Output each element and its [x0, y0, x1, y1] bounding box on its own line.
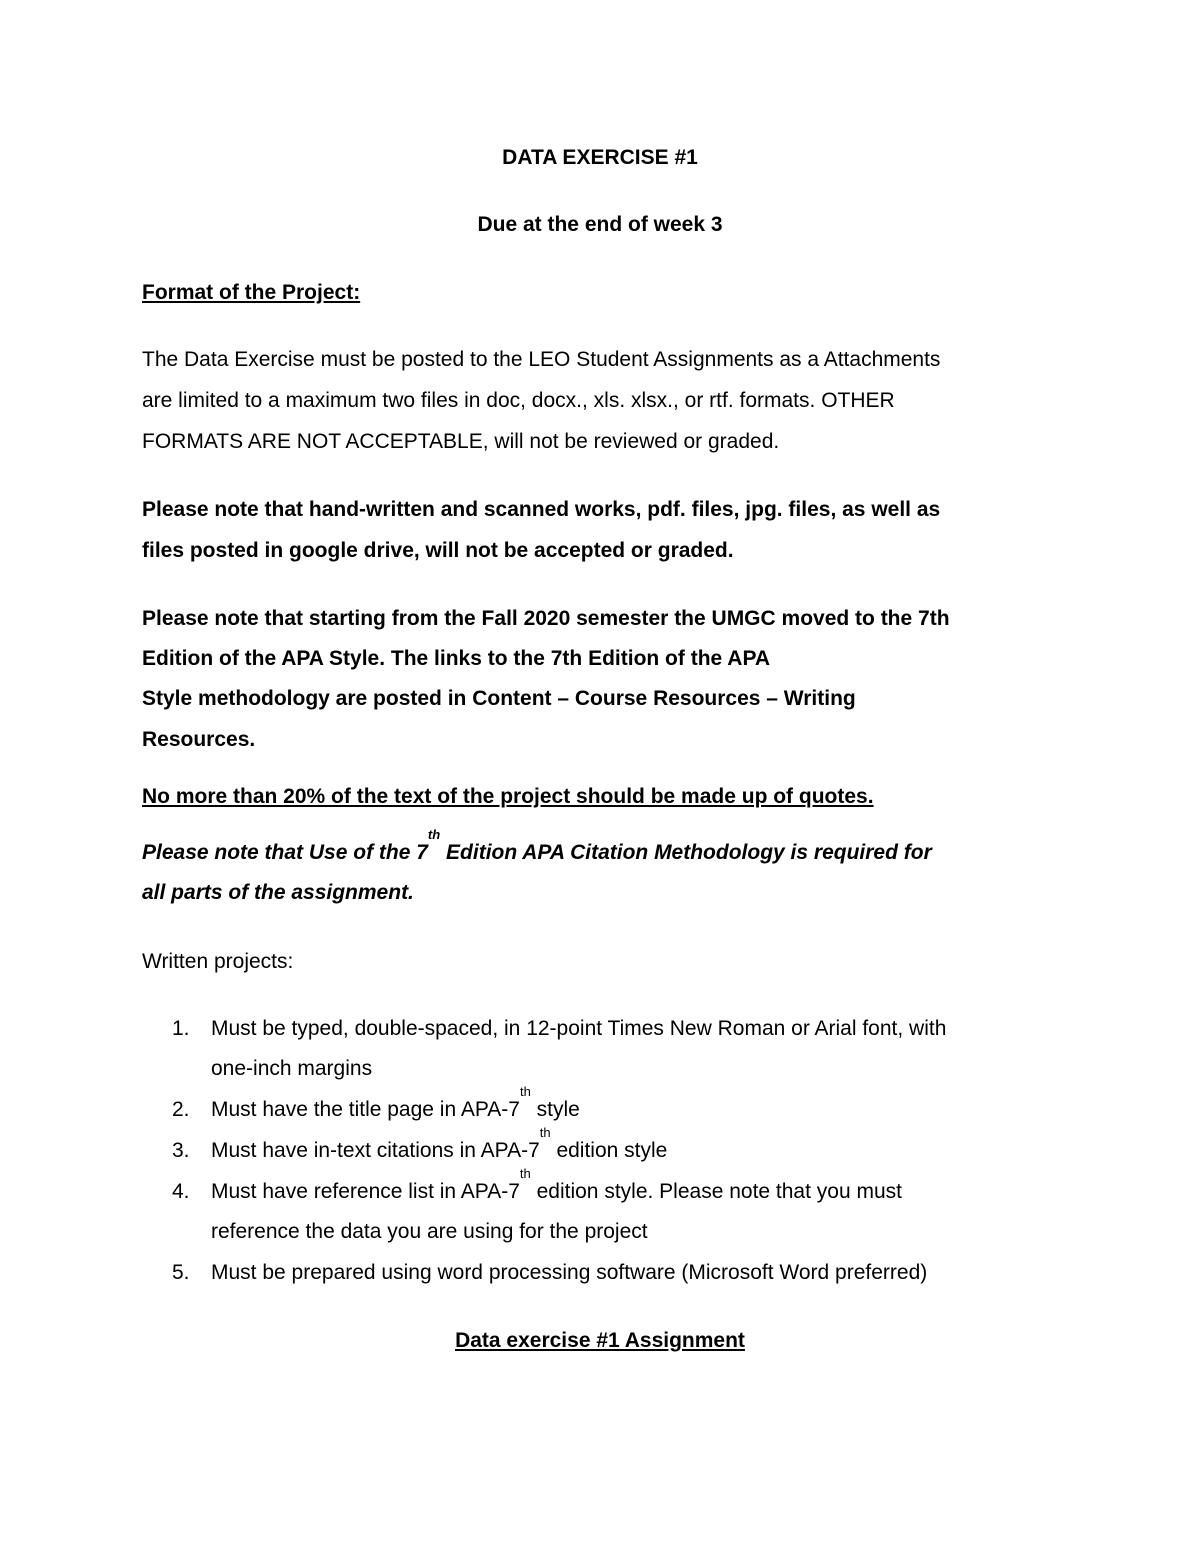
- list-item-text: style: [530, 1098, 580, 1121]
- citation-note-line: [142, 827, 932, 866]
- list-item-superscript: th: [539, 1125, 551, 1140]
- format-paragraph-line: FORMATS ARE NOT ACCEPTABLE, will not be reviewed or graded.: [142, 430, 780, 453]
- list-item-number: 2.: [172, 1098, 190, 1121]
- list-item: [211, 1166, 902, 1205]
- assignment-heading: Data exercise #1 Assignment: [455, 1329, 745, 1352]
- format-paragraph-line: are limited to a maximum two files in doc, docx., xls. xlsx., or rtf. formats. OTHER: [142, 389, 895, 412]
- document-title: DATA EXERCISE #1: [502, 146, 698, 169]
- list-item: Must be prepared using word processing software (Microsoft Word preferred): [211, 1261, 928, 1284]
- citation-note-line: all parts of the assignment.: [142, 881, 414, 904]
- list-item-text: Must have reference list in APA-7: [211, 1180, 520, 1203]
- format-heading: Format of the Project:: [142, 281, 361, 304]
- list-item-continuation: reference the data you are using for the project: [211, 1220, 648, 1243]
- list-item-superscript: th: [519, 1166, 531, 1181]
- format-paragraph-line: The Data Exercise must be posted to the LEO Student Assignments as a Attachments: [142, 348, 941, 371]
- list-item-text: Must have the title page in APA-7: [211, 1098, 520, 1121]
- handwritten-note-line: Please note that hand-written and scanned works, pdf. files, jpg. files, as well as: [142, 498, 941, 521]
- citation-note-text: Edition APA Citation Methodology is required for: [440, 841, 932, 864]
- quotes-rule: No more than 20% of the text of the project should be made up of quotes.: [142, 785, 874, 808]
- handwritten-note-line: files posted in google drive, will not be accepted or graded.: [142, 539, 734, 562]
- list-item: Must be typed, double-spaced, in 12-point Times New Roman or Arial font, with: [211, 1017, 947, 1040]
- citation-note-text: Please note that Use of the 7: [142, 841, 428, 864]
- citation-note-superscript: th: [427, 827, 441, 842]
- written-projects-label: Written projects:: [142, 950, 294, 973]
- list-item-continuation: one-inch margins: [211, 1057, 373, 1080]
- list-item-number: 4.: [172, 1180, 190, 1203]
- list-item: [211, 1125, 668, 1164]
- list-item-number: 1.: [172, 1017, 190, 1040]
- list-item: [211, 1084, 580, 1123]
- apa-note-line: Edition of the APA Style. The links to the 7th Edition of the APA: [142, 647, 771, 670]
- apa-note-line: Resources.: [142, 728, 256, 751]
- list-item-text: Must have in-text citations in APA-7: [211, 1139, 540, 1162]
- list-item-text: edition style: [550, 1139, 668, 1162]
- list-item-number: 3.: [172, 1139, 190, 1162]
- due-date: Due at the end of week 3: [477, 213, 723, 236]
- list-item-text: edition style. Please note that you must: [530, 1180, 902, 1203]
- list-item-number: 5.: [172, 1261, 190, 1284]
- apa-note-line: Style methodology are posted in Content – Course Resources – Writing: [142, 687, 856, 710]
- apa-note-line: Please note that starting from the Fall 2020 semester the UMGC moved to the 7th: [142, 607, 950, 630]
- list-item-superscript: th: [519, 1084, 531, 1099]
